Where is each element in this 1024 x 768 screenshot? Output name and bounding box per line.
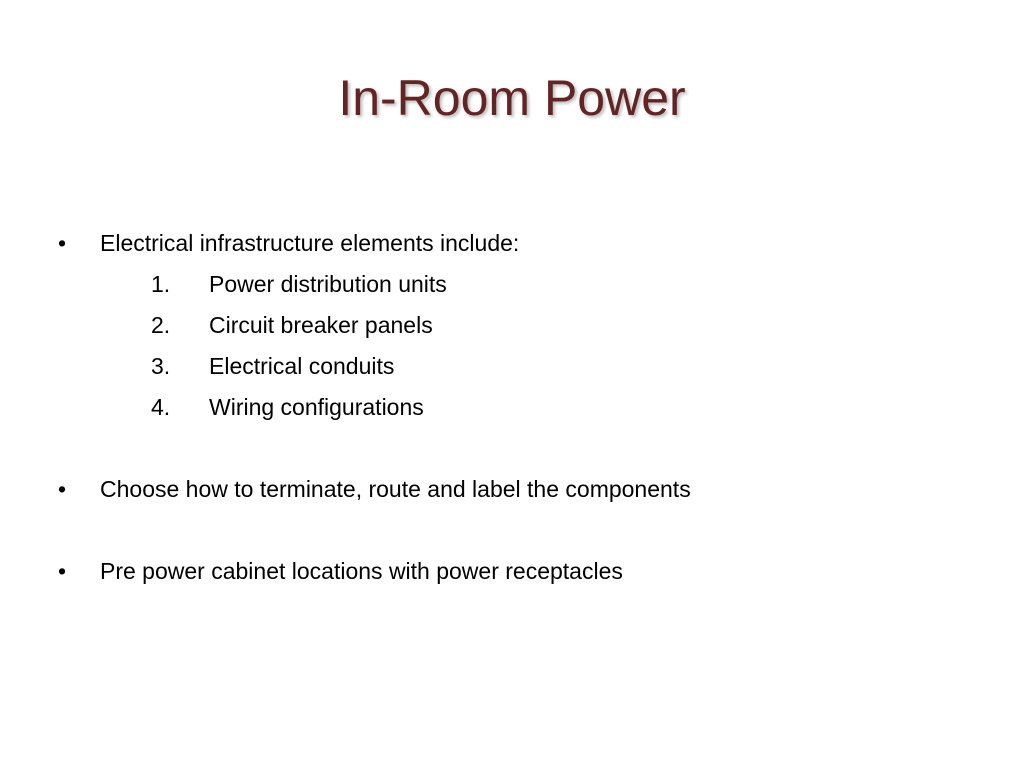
bullet-icon: • xyxy=(58,476,67,502)
numbered-item xyxy=(56,308,996,349)
item-text: Circuit breaker panels xyxy=(209,312,433,338)
item-text: Electrical conduits xyxy=(209,353,395,379)
item-number: 3. xyxy=(151,353,171,379)
item-text: Wiring configurations xyxy=(209,394,424,420)
item-number: 1. xyxy=(151,271,171,297)
item-number: 2. xyxy=(151,312,171,338)
bullet-text: Electrical infrastructure elements include: xyxy=(100,230,520,256)
bullet-item xyxy=(56,472,996,513)
numbered-item xyxy=(56,267,996,308)
bullet-item xyxy=(56,554,996,595)
bullet-icon: • xyxy=(58,558,67,584)
slide-title: In-Room Power xyxy=(338,70,686,126)
bullet-icon: • xyxy=(58,230,67,256)
numbered-item xyxy=(56,349,996,390)
bullet-item xyxy=(56,226,996,267)
numbered-item xyxy=(56,390,996,431)
item-number: 4. xyxy=(151,394,171,420)
bullet-text: Choose how to terminate, route and label the components xyxy=(100,476,691,502)
item-text: Power distribution units xyxy=(209,271,447,297)
spacer xyxy=(56,431,996,472)
spacer xyxy=(56,513,996,554)
bullet-text: Pre power cabinet locations with power receptacles xyxy=(100,558,623,584)
slide-body xyxy=(56,226,996,595)
